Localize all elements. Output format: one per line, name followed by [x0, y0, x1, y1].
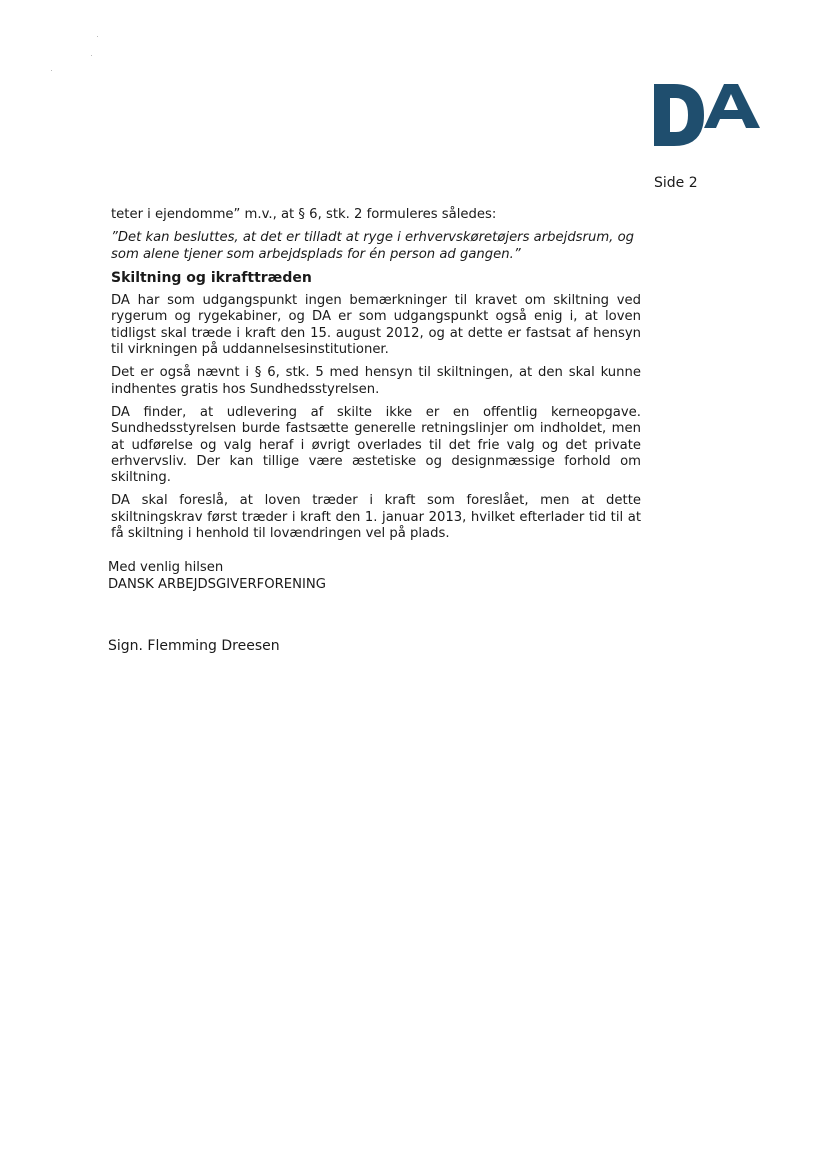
quote-paragraph: ”Det kan besluttes, at det er tilladt at ryge i erhvervskøretøjers arbejdsrum, og som alene tjener som arbejdsplads for én person ad gangen.” — [111, 230, 635, 262]
logo-text: DA — [684, 124, 686, 125]
da-logo-graphic — [654, 84, 762, 146]
intro-paragraph: teter i ejendomme” m.v., at § 6, stk. 2 formuleres således: — [111, 207, 497, 222]
page-number: Side 2 — [654, 175, 698, 191]
body-paragraph-4: DA skal foreslå, at loven træder i kraft som foreslået, men at dette skiltningskrav først træder i kraft den 1. januar 2013, hvilket efterlader tid til at få skiltning i henhold til lovændringen vel på plads. — [111, 493, 641, 542]
body-paragraph-1: DA har som udgangspunkt ingen bemærkninger til kravet om skiltning ved rygerum og rygekabiner, og DA er som udgangspunkt også enig i, at loven tidligst skal træde i kraft den 15. august 2012, og at dette er fastsat af hensyn til virkningen på uddannelsesinstitutioner. — [111, 293, 641, 358]
organization-name: DANSK ARBEJDSGIVERFORENING — [108, 576, 326, 592]
da-logo — [654, 84, 762, 146]
body-paragraph-3: DA finder, at udlevering af skilte ikke er en offentlig kerneopgave. Sundhedsstyrelsen burde fastsætte generelle retningslinjer om indholdet, men at udførelse og valg heraf i øvrigt overlades til det frie valg og det private erhvervsliv. Der kan tillige være æstetiske og designmæssige forhold om skiltning. — [111, 404, 641, 486]
body-paragraph-2: Det er også nævnt i § 6, stk. 5 med hensyn til skiltningen, at den skal kunne indhentes gratis hos Sundhedsstyrelsen. — [111, 365, 641, 397]
greeting: Med venlig hilsen — [108, 560, 224, 575]
section-heading: Skiltning og ikrafttræden — [111, 269, 312, 286]
closing-block — [108, 560, 326, 593]
letter-body — [111, 207, 641, 549]
signature: Sign. Flemming Dreesen — [108, 638, 280, 654]
